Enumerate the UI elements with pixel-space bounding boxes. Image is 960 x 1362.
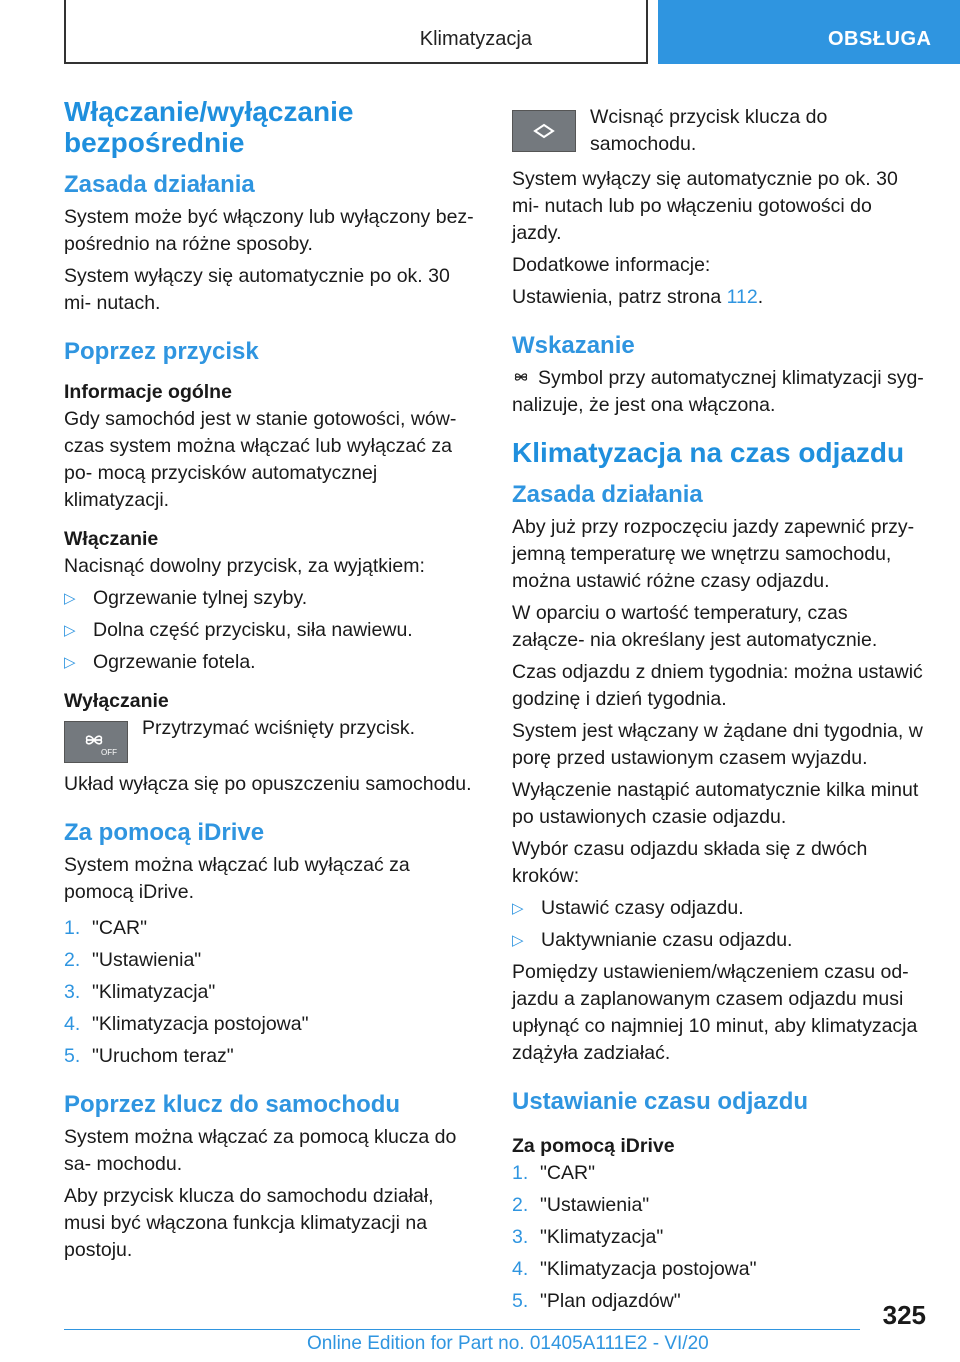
- numbered-step: 4. "Klimatyzacja postojowa": [64, 1011, 476, 1038]
- triangle-bullet-icon: ▷: [64, 622, 76, 639]
- numbered-step: 3. "Klimatyzacja": [512, 1224, 924, 1251]
- bullet-item: [64, 585, 476, 612]
- triangle-bullet-icon: ▷: [512, 900, 524, 917]
- paragraph: Układ wyłącza się po opuszczeniu samochodu.: [64, 773, 472, 795]
- paragraph: System można włączać za pomocą klucza do sa- mochodu.: [64, 1126, 457, 1175]
- step-text: "CAR": [92, 917, 148, 939]
- section-heading: Wskazanie: [512, 332, 635, 359]
- key-instruction-text: Wcisnąć przycisk klucza do samochodu.: [590, 106, 828, 155]
- right-column: [512, 106, 924, 1320]
- paragraph: Czas odjazdu z dniem tygodnia: można ustawić godzinę i dzień tygodnia.: [512, 661, 923, 710]
- header-section-title: Klimatyzacja: [419, 28, 532, 50]
- numbered-step: 5. "Uruchom teraz": [64, 1043, 476, 1070]
- step-text: "Klimatyzacja postojowa": [92, 1013, 309, 1035]
- chapter-title: Klimatyzacja na czas odjazdu: [512, 437, 905, 468]
- fan-indicator-icon: [512, 368, 530, 386]
- footer-edition-text: Online Edition for Part no. 01405A111E2 - VI/20: [307, 1333, 709, 1354]
- header-tab: [658, 0, 960, 64]
- paragraph: System może być włączony lub wyłączony bez- pośrednio na różne sposoby.: [64, 206, 474, 255]
- section-heading: Poprzez klucz do samochodu: [64, 1091, 401, 1118]
- step-text: "Plan odjazdów": [540, 1290, 681, 1312]
- triangle-bullet-icon: ▷: [64, 654, 76, 671]
- triangle-bullet-icon: ▷: [64, 590, 76, 607]
- footer-divider: [64, 1329, 860, 1330]
- step-text: "Klimatyzacja": [540, 1226, 664, 1248]
- subheading: Wyłączanie: [64, 690, 169, 712]
- text: .: [757, 286, 764, 308]
- page-title: Włączanie/wyłączanie bezpośrednie: [64, 96, 354, 158]
- step-text: "CAR": [540, 1162, 596, 1184]
- paragraph: Aby przycisk klucza do samochodu działał, musi być włączona funkcja klimatyzacji na postoju.: [64, 1185, 434, 1261]
- step-text: "Ustawienia": [92, 949, 202, 971]
- paragraph: System wyłączy się automatycznie po ok. 30 mi- nutach lub po włączeniu gotowości do jazdy.: [512, 168, 898, 244]
- key-instruction: [64, 717, 476, 763]
- paragraph: System jest włączany w żądane dni tygodnia, w porę przed ustawionym czasem wyjazdu.: [512, 720, 923, 769]
- bullet-item: [64, 649, 476, 676]
- step-text: "Klimatyzacja postojowa": [540, 1258, 757, 1280]
- numbered-step: 3. "Klimatyzacja": [64, 979, 476, 1006]
- numbered-step: 1. "CAR": [512, 1160, 924, 1187]
- subheading: Włączanie: [64, 528, 159, 550]
- paragraph: System wyłączy się automatycznie po ok. 30 mi- nutach.: [64, 265, 450, 314]
- header-box: [64, 0, 648, 64]
- text: Symbol przy automatycznej klimatyzacji syg- nalizuje, że jest ona włączona.: [512, 367, 924, 416]
- page-number: 325: [882, 1300, 926, 1330]
- bullet-text: Dolna część przycisku, siła nawiewu.: [93, 619, 413, 641]
- section-heading: Poprzez przycisk: [64, 338, 259, 365]
- paragraph: [512, 365, 924, 419]
- header-tab-label: OBSŁUGA: [828, 28, 932, 50]
- key-instruction: [512, 106, 924, 158]
- svg-text:OFF: OFF: [101, 748, 117, 757]
- paragraph: Gdy samochód jest w stanie gotowości, wów- czas system można włączać lub wyłączać za po- mocą przycisków automatycznej klimatyzacji.: [64, 408, 457, 511]
- car-key-button-icon: [512, 110, 576, 152]
- bullet-text: Ogrzewanie fotela.: [93, 651, 256, 673]
- paragraph: [512, 284, 924, 311]
- section-heading: Ustawianie czasu odjazdu: [512, 1088, 809, 1115]
- bullet-text: Ogrzewanie tylnej szyby.: [93, 587, 308, 609]
- key-instruction-text: Przytrzymać wciśnięty przycisk.: [142, 717, 416, 739]
- step-text: "Ustawienia": [540, 1194, 650, 1216]
- fan-off-button-icon: [64, 721, 128, 763]
- bullet-text: Uaktywnianie czasu odjazdu.: [541, 929, 793, 951]
- bullet-item: [512, 895, 924, 922]
- page-reference-link[interactable]: 112: [726, 286, 758, 308]
- step-text: "Uruchom teraz": [92, 1045, 234, 1067]
- numbered-step: 2. "Ustawienia": [64, 947, 476, 974]
- section-heading: Zasada działania: [512, 481, 703, 508]
- paragraph: Nacisnąć dowolny przycisk, za wyjątkiem:: [64, 555, 425, 577]
- bullet-text: Ustawić czasy odjazdu.: [541, 897, 744, 919]
- step-text: "Klimatyzacja": [92, 981, 216, 1003]
- paragraph: Dodatkowe informacje:: [512, 254, 711, 276]
- bullet-item: [512, 927, 924, 954]
- triangle-bullet-icon: ▷: [512, 932, 524, 949]
- paragraph: W oparciu o wartość temperatury, czas załącze- nia określany jest automatycznie.: [512, 602, 878, 651]
- paragraph: Pomiędzy ustawieniem/włączeniem czasu od- jazdu a zaplanowanym czasem odjazdu musi upłynąć co najmniej 10 minut, aby klimatyzacja zdążyła zadziałać.: [512, 961, 918, 1064]
- section-heading: Za pomocą iDrive: [64, 819, 265, 846]
- paragraph: Wyłączenie nastąpić automatycznie kilka minut po ustawionych czasie odjazdu.: [512, 779, 919, 828]
- subheading: Za pomocą iDrive: [512, 1135, 675, 1157]
- left-column: [64, 96, 476, 1269]
- paragraph: System można włączać lub wyłączać za pomocą iDrive.: [64, 854, 410, 903]
- paragraph: Wybór czasu odjazdu składa się z dwóch kroków:: [512, 838, 868, 887]
- subheading: Informacje ogólne: [64, 381, 232, 403]
- numbered-step: 1. "CAR": [64, 915, 476, 942]
- text: Ustawienia, patrz strona: [512, 286, 727, 308]
- bullet-item: [64, 617, 476, 644]
- numbered-step: 4. "Klimatyzacja postojowa": [512, 1256, 924, 1283]
- section-heading: Zasada działania: [64, 171, 255, 198]
- numbered-step: 2. "Ustawienia": [512, 1192, 924, 1219]
- paragraph: Aby już przy rozpoczęciu jazdy zapewnić przy- jemną temperaturę we wnętrzu samochodu, można ustawić różne czasy odjazdu.: [512, 516, 915, 592]
- numbered-step: 5. "Plan odjazdów": [512, 1288, 924, 1315]
